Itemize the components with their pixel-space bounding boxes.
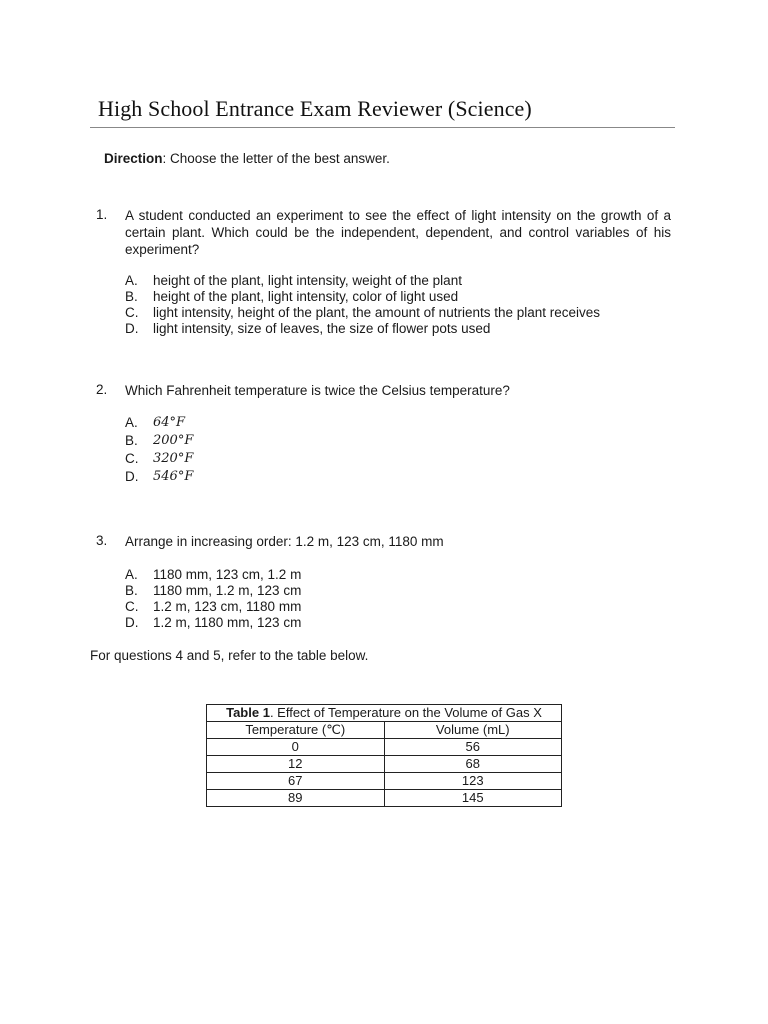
table-cell: 56 — [384, 739, 562, 756]
choice-letter: B. — [125, 583, 138, 598]
choice-text: 546°F — [153, 469, 194, 484]
title-divider — [90, 127, 675, 128]
choice-list — [125, 414, 671, 486]
choice-b — [125, 289, 671, 305]
table-row — [207, 790, 562, 807]
choice-a — [125, 414, 671, 432]
table-cell: 123 — [384, 773, 562, 790]
table-row — [207, 756, 562, 773]
table-caption — [207, 705, 562, 722]
table-caption-label: Table 1 — [226, 705, 270, 720]
table-caption-row — [207, 705, 562, 722]
table-cell: 145 — [384, 790, 562, 807]
choice-letter: A. — [125, 415, 138, 430]
choice-a — [125, 273, 671, 289]
table-intro: For questions 4 and 5, refer to the table below. — [90, 648, 369, 663]
choice-text: 1180 mm, 1.2 m, 123 cm — [153, 583, 302, 598]
choice-letter: C. — [125, 305, 139, 320]
table-cell: 89 — [207, 790, 385, 807]
choice-list — [125, 273, 671, 337]
choice-letter: D. — [125, 469, 139, 484]
choice-a — [125, 567, 671, 583]
table-cell: 67 — [207, 773, 385, 790]
table-cell: 68 — [384, 756, 562, 773]
question-2 — [96, 382, 671, 486]
choice-letter: C. — [125, 451, 139, 466]
choice-text: 1.2 m, 123 cm, 1180 mm — [153, 599, 302, 614]
choice-text: height of the plant, light intensity, weight of the plant — [153, 273, 462, 288]
direction-line — [104, 151, 390, 166]
table-cell: 0 — [207, 739, 385, 756]
table-cell: 12 — [207, 756, 385, 773]
direction-label: Direction — [104, 151, 163, 166]
choice-text: 1.2 m, 1180 mm, 123 cm — [153, 615, 302, 630]
choice-text: light intensity, size of leaves, the size of flower pots used — [153, 321, 491, 336]
question-text: Which Fahrenheit temperature is twice the Celsius temperature? — [125, 383, 510, 398]
data-table — [206, 704, 562, 807]
choice-c — [125, 599, 671, 615]
table-header-row — [207, 722, 562, 739]
question-text: A student conducted an experiment to see the effect of light intensity on the growth of a certain plant. Which could be the independent, dependent, and control variables of his experiment? — [125, 208, 671, 257]
table-caption-text: . Effect of Temperature on the Volume of Gas X — [269, 705, 542, 720]
choice-c — [125, 450, 671, 468]
choice-b — [125, 432, 671, 450]
choice-text: 200°F — [153, 433, 194, 448]
choice-c — [125, 305, 671, 321]
question-1 — [96, 207, 671, 337]
choice-text: light intensity, height of the plant, the amount of nutrients the plant receives — [153, 305, 601, 320]
choice-letter: A. — [125, 567, 138, 582]
choice-d — [125, 615, 671, 631]
choice-text: 1180 mm, 123 cm, 1.2 m — [153, 567, 302, 582]
choice-list — [125, 567, 671, 631]
question-number: 2. — [96, 382, 108, 397]
choice-d — [125, 321, 671, 337]
column-header: Temperature (℃) — [207, 722, 385, 739]
choice-text: 64°F — [153, 415, 186, 430]
question-number: 3. — [96, 533, 108, 548]
choice-letter: A. — [125, 273, 138, 288]
choice-letter: C. — [125, 599, 139, 614]
choice-letter: D. — [125, 615, 139, 630]
choice-letter: B. — [125, 289, 138, 304]
choice-text: 320°F — [153, 451, 194, 466]
direction-text: : Choose the letter of the best answer. — [162, 151, 390, 166]
choice-letter: D. — [125, 321, 139, 336]
table-row — [207, 773, 562, 790]
choice-text: height of the plant, light intensity, color of light used — [153, 289, 459, 304]
question-text: Arrange in increasing order: 1.2 m, 123 cm, 1180 mm — [125, 534, 444, 549]
table-row — [207, 739, 562, 756]
choice-d — [125, 468, 671, 486]
choice-letter: B. — [125, 433, 138, 448]
choice-b — [125, 583, 671, 599]
question-number: 1. — [96, 207, 108, 222]
question-3 — [96, 533, 671, 631]
column-header: Volume (mL) — [384, 722, 562, 739]
page-title: High School Entrance Exam Reviewer (Science) — [98, 96, 532, 121]
